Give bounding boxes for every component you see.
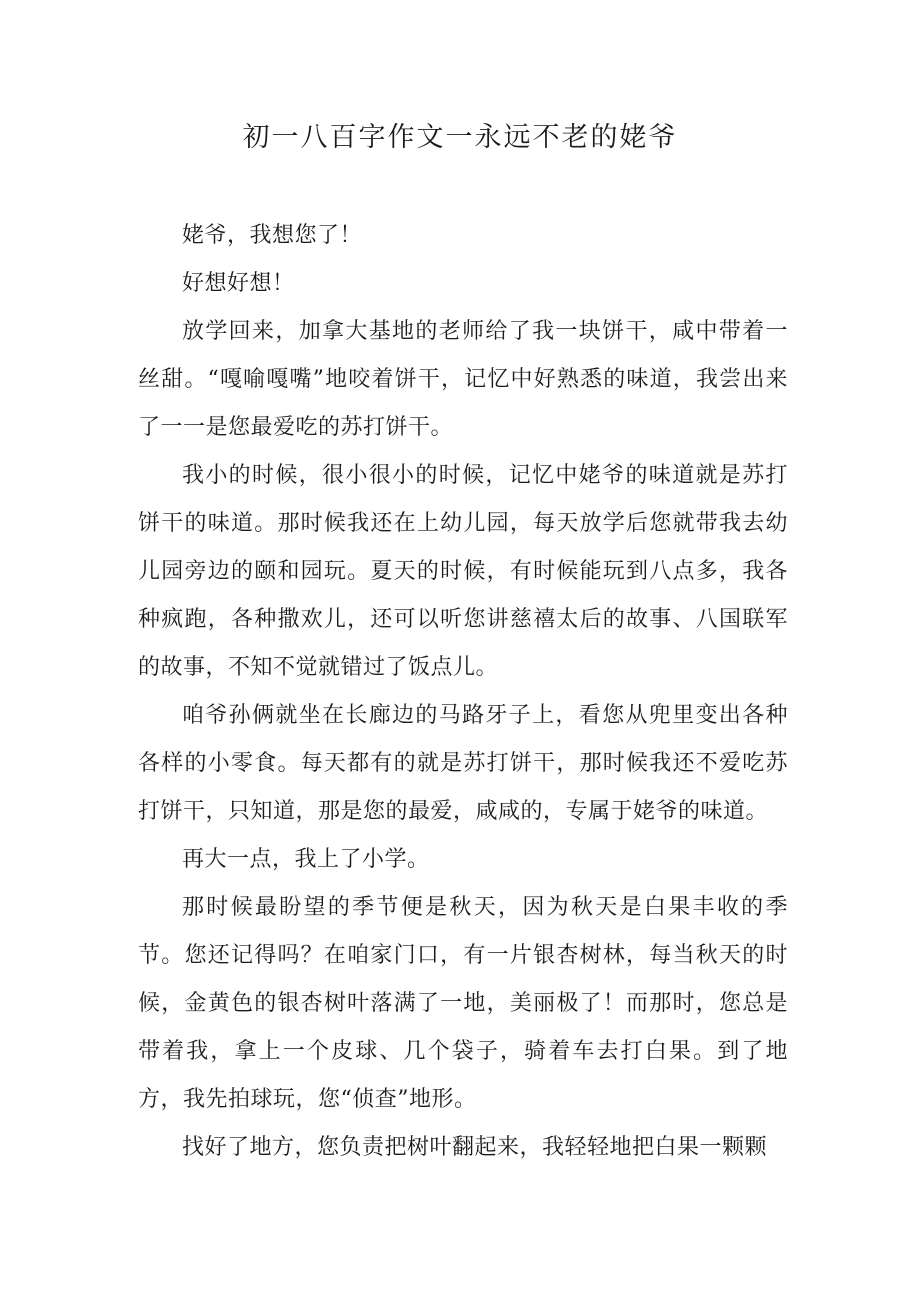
paragraph: 那时候最盼望的季节便是秋天，因为秋天是白果丰收的季节。您还记得吗？在咱家门口，有一片银杏树林，每当秋天的时候，金黄色的银杏树叶落满了一地，美丽极了！而那时，您总是带着我，拿上一个皮球、几个袋子，骑着车去打白果。到了地方，我先拍球玩，您“侦查”地形。 (138, 895, 788, 1112)
paragraph: 找好了地方，您负责把树叶翻起来，我轻轻地把白果一颗颗 (182, 1135, 768, 1160)
paragraph: 好想好想！ (182, 271, 295, 296)
paragraph: 放学回来，加拿大基地的老师给了我一块饼干，咸中带着一丝甜。“嘎喻嘎嘴”地咬着饼干，记忆中好熟悉的味道，我尝出来了一一是您最爱吃的苏打饼干。 (138, 319, 788, 440)
document-title: 初一八百字作文一永远不老的姥爷 (242, 122, 678, 153)
paragraph: 咱爷孙俩就坐在长廊边的马路牙子上，看您从兜里变出各种各样的小零食。每天都有的就是苏打饼干，那时候我还不爱吃苏打饼干，只知道，那是您的最爱，咸咸的，专属于姥爷的味道。 (138, 703, 788, 824)
paragraph: 姥爷，我想您了！ (182, 223, 363, 248)
paragraph: 我小的时候，很小很小的时候，记忆中姥爷的味道就是苏打饼干的味道。那时候我还在上幼儿园，每天放学后您就带我去幼儿园旁边的颐和园玩。夏天的时候，有时候能玩到八点多，我各种疯跑，各种撒欢儿，还可以听您讲慈禧太后的故事、八国联军的故事，不知不觉就错过了饭点儿。 (138, 463, 788, 680)
paragraph: 再大一点，我上了小学。 (182, 847, 430, 872)
document-body (138, 212, 788, 1172)
